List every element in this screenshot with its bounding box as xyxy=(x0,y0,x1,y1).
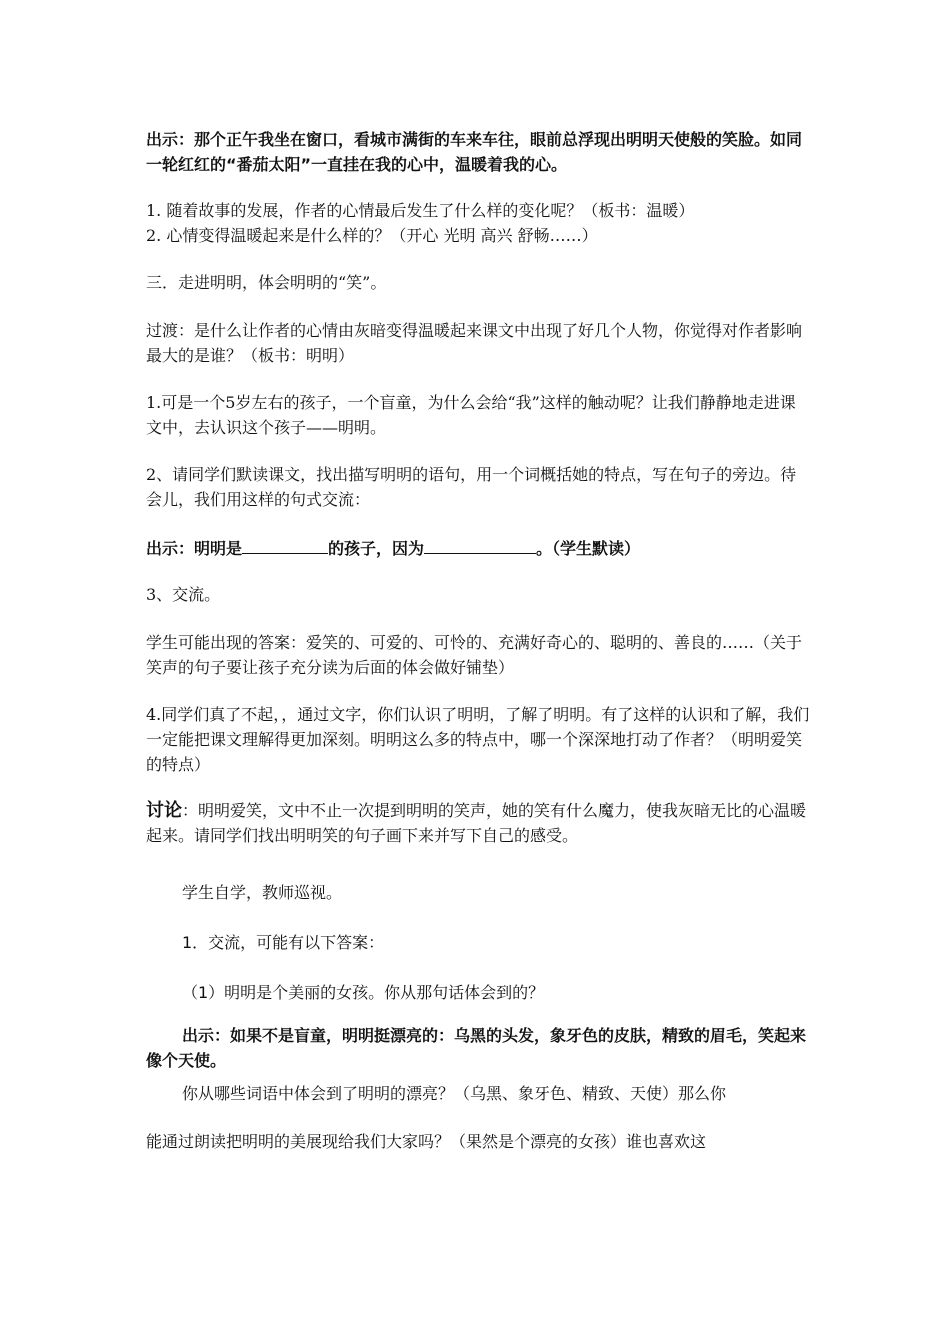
blank-line-2 xyxy=(424,535,536,554)
show-sentence-tomato-sun: 出示：那个正午我坐在窗口，看城市满街的车来车往，眼前总浮现出明明天使般的笑脸。如同一轮红红的“番茄太阳”一直挂在我的心中，温暖着我的心。 xyxy=(146,130,803,174)
exchange-line: 1．交流，可能有以下答案： xyxy=(182,933,385,952)
discussion-text: ：明明爱笑，文中不止一次提到明明的笑声，她的笑有什么魔力，使我灰暗无比的心温暖起来。请同学们找出明明笑的句子画下来并写下自己的感受。 xyxy=(146,801,807,845)
discussion-paragraph xyxy=(146,798,810,848)
step-3-paragraph: 3、交流。 xyxy=(146,585,221,604)
step-2-paragraph: 2、请同学们默读课文，找出描写明明的语句，用一个词概括她的特点，写在句子的旁边。待会儿，我们用这样的句式交流： xyxy=(146,465,797,509)
question-1: 1. 随着故事的发展，作者的心情最后发生了什么样的变化呢？（板书：温暖） xyxy=(146,201,695,220)
pattern-part-2: 的孩子，因为 xyxy=(328,539,425,558)
question-2: 2. 心情变得温暖起来是什么样的？（开心 光明 高兴 舒畅……） xyxy=(146,226,598,245)
step-1-paragraph: 1.可是一个5岁左右的孩子，一个盲童，为什么会给“我”这样的触动呢？让我们静静地走进课文中，去认识这个孩子——明明。 xyxy=(146,393,796,437)
question-pretty-line-1: 你从哪些词语中体会到了明明的漂亮？（乌黑、象牙色、精致、天使）那么你 xyxy=(182,1084,727,1103)
possible-answers: 学生可能出现的答案：爱笑的、可爱的、可怜的、充满好奇心的、聪明的、善良的……（关于笑声的句子要让孩子充分读为后面的体会做好铺垫） xyxy=(146,633,803,677)
self-study-line: 学生自学，教师巡视。 xyxy=(182,883,343,902)
question-pretty-line-2: 能通过朗读把明明的美展现给我们大家吗？（果然是个漂亮的女孩）谁也喜欢这 xyxy=(146,1132,707,1151)
pattern-part-3: 。（学生默读） xyxy=(536,539,641,558)
pattern-part-1: 出示：明明是 xyxy=(146,539,243,558)
blank-line-1 xyxy=(242,535,328,554)
step-4-paragraph: 4.同学们真了不起，，通过文字，你们认识了明明，了解了明明。有了这样的认识和了解，我们一定能把课文理解得更加深刻。明明这么多的特点中，哪一个深深地打动了作者？（明明爱笑的特点） xyxy=(146,705,810,774)
show-sentence-pretty: 出示：如果不是盲童，明明挺漂亮的：乌黑的头发，象牙色的皮肤，精致的眉毛，笑起来像个天使。 xyxy=(146,1026,807,1070)
answer-1-line: （1）明明是个美丽的女孩。你从那句话体会到的？ xyxy=(182,983,545,1002)
sentence-pattern xyxy=(146,535,810,561)
discussion-label: 讨论 xyxy=(146,800,182,821)
transition-paragraph: 过渡：是什么让作者的心情由灰暗变得温暖起来课文中出现了好几个人物，你觉得对作者影响最大的是谁？（板书：明明） xyxy=(146,321,803,365)
section-3-heading: 三．走进明明，体会明明的“笑”。 xyxy=(146,273,387,292)
